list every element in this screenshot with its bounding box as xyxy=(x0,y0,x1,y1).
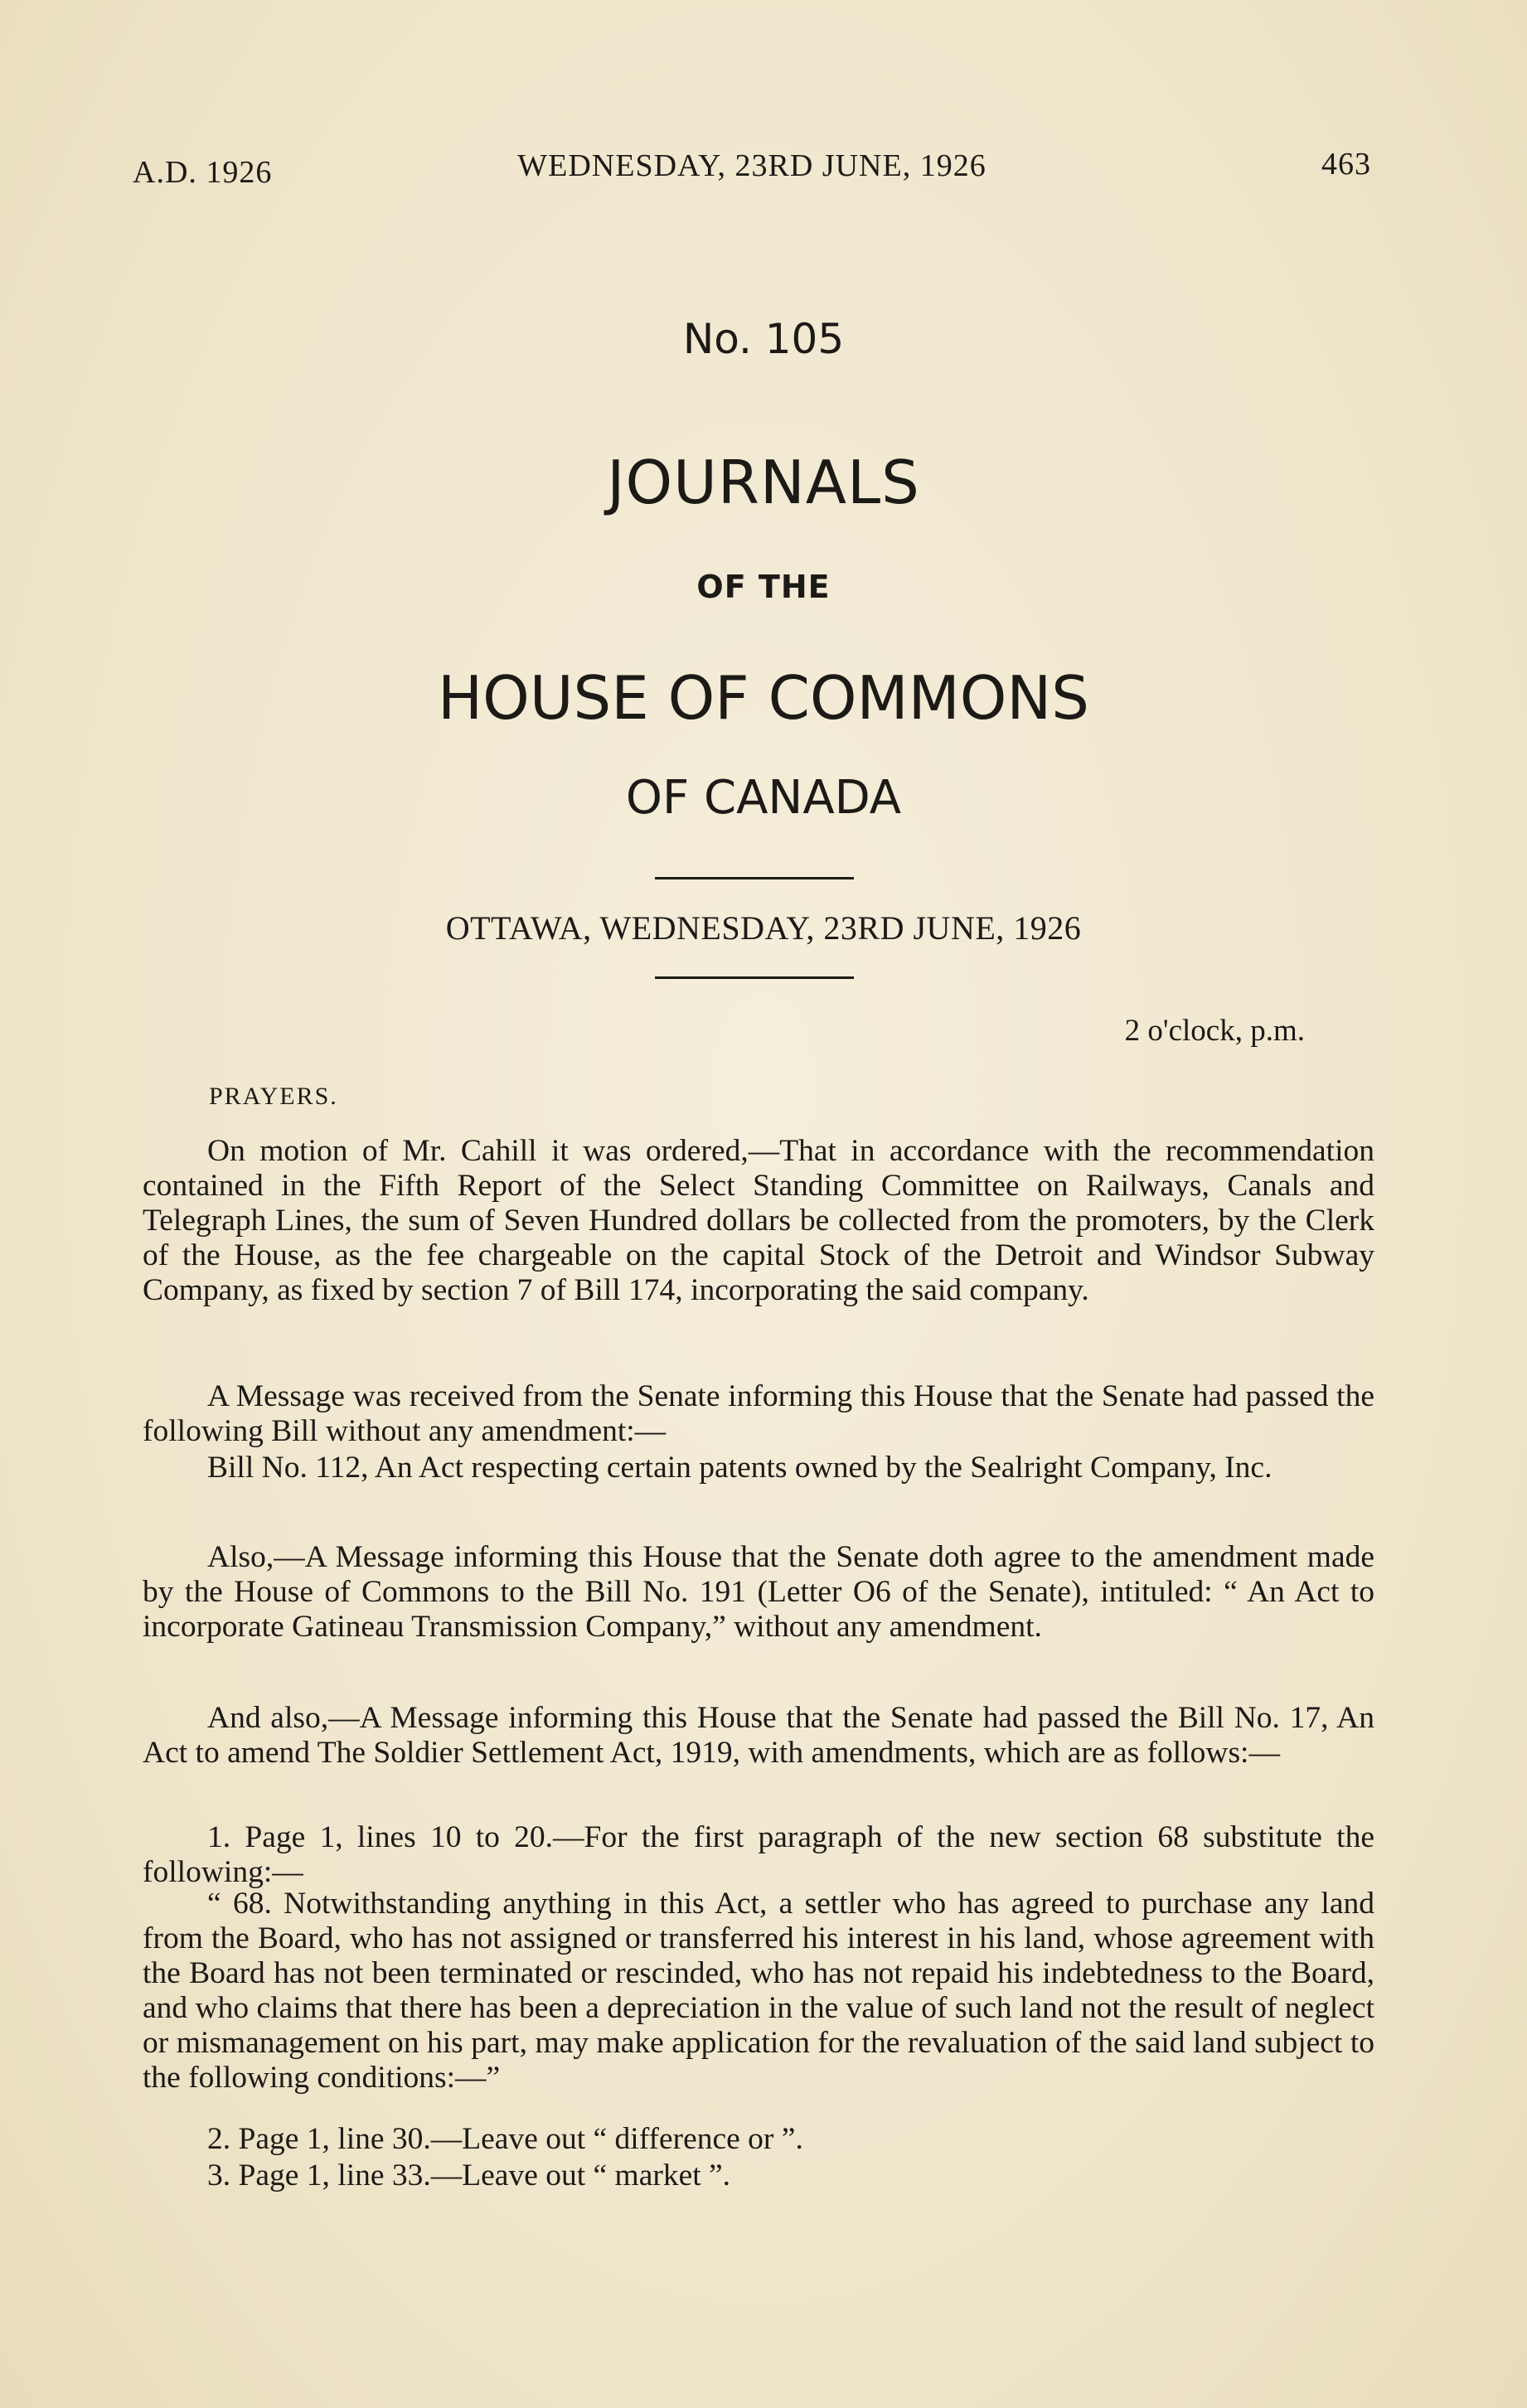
amendment-3 xyxy=(143,2158,1374,2193)
paragraph-text: “ 68. Notwithstanding anything in this Act, a settler who has agreed to purchase any land from the Board, who has not assigned or transferred his interest in his land, whose agreement with the Board has not been terminated or rescinded, who has not repaid his indebtedness to the Board, and who claims that there has been a depreciation in the value of such land not the result of neglect or mismanagement on his part, may make application for the revaluation of the said land subject to the following conditions:—” xyxy=(143,1887,1374,2095)
section-68-text xyxy=(143,1887,1374,2095)
dateline: OTTAWA, WEDNESDAY, 23RD JUNE, 1926 xyxy=(445,909,1082,947)
paragraph-text: On motion of Mr. Cahill it was ordered,—That in accordance with the recommendation contained in the Fifth Report of the Select Standing Committee on Railways, Canals and Telegraph Lines, the sum of Seven Hundred dollars be collected from the promoters, by the Clerk of the House, as the fee chargeable on the capital Stock of the Detroit and Windsor Subway Company, as fixed by section 7 of Bill 174, incorporating the said company. xyxy=(143,1134,1374,1307)
paragraph-text: 1. Page 1, lines 10 to 20.—For the first paragraph of the new section 68 substitute the following:— xyxy=(143,1820,1374,1889)
running-header xyxy=(133,146,1371,196)
house-of-commons-title: HOUSE OF COMMONS xyxy=(438,663,1089,733)
divider-rule xyxy=(655,877,854,879)
amendment-2 xyxy=(143,2122,1374,2157)
page-number: 463 xyxy=(1321,147,1371,182)
journals-title: JOURNALS xyxy=(607,448,920,517)
paragraph-bill-191 xyxy=(143,1540,1374,1645)
of-canada-label: OF CANADA xyxy=(625,771,902,825)
paragraph-text: A Message was received from the Senate informing this House that the Senate had passed the following Bill without any amendment:— xyxy=(143,1379,1374,1448)
issue-number: No. 105 xyxy=(682,315,845,363)
paragraph-text: Bill No. 112, An Act respecting certain patents owned by the Sealright Company, Inc. xyxy=(207,1451,1272,1485)
paragraph-text: And also,—A Message informing this House that the Senate had passed the Bill No. 17, An Act to amend The Soldier Settlement Act, 1919, with amendments, which are as follows:— xyxy=(143,1701,1374,1770)
sitting-time: 2 o'clock, p.m. xyxy=(1124,1014,1305,1048)
divider-rule xyxy=(655,976,854,979)
header-year: A.D. 1926 xyxy=(133,155,273,190)
amendment-1 xyxy=(143,1820,1374,1890)
paragraph-text: Also,—A Message informing this House that the Senate doth agree to the amendment made by the House of Commons to the Bill No. 191 (Letter O6 of the Senate), intituled: “ An Act to incorporate Gatineau Transmission Company,” without any amendment. xyxy=(143,1540,1374,1644)
paragraph-text: 2. Page 1, line 30.—Leave out “ difference or ”. xyxy=(207,2122,803,2156)
paragraph-text: 3. Page 1, line 33.—Leave out “ market ”. xyxy=(207,2158,731,2192)
of-the-label: OF THE xyxy=(696,569,831,605)
paragraph-cahill-motion xyxy=(143,1134,1374,1308)
paragraph-bill-17 xyxy=(143,1701,1374,1771)
header-date: WEDNESDAY, 23RD JUNE, 1926 xyxy=(517,148,986,183)
paragraph-senate-message xyxy=(143,1379,1374,1449)
prayers-heading: PRAYERS. xyxy=(209,1083,338,1110)
paragraph-bill-112 xyxy=(143,1451,1374,1485)
